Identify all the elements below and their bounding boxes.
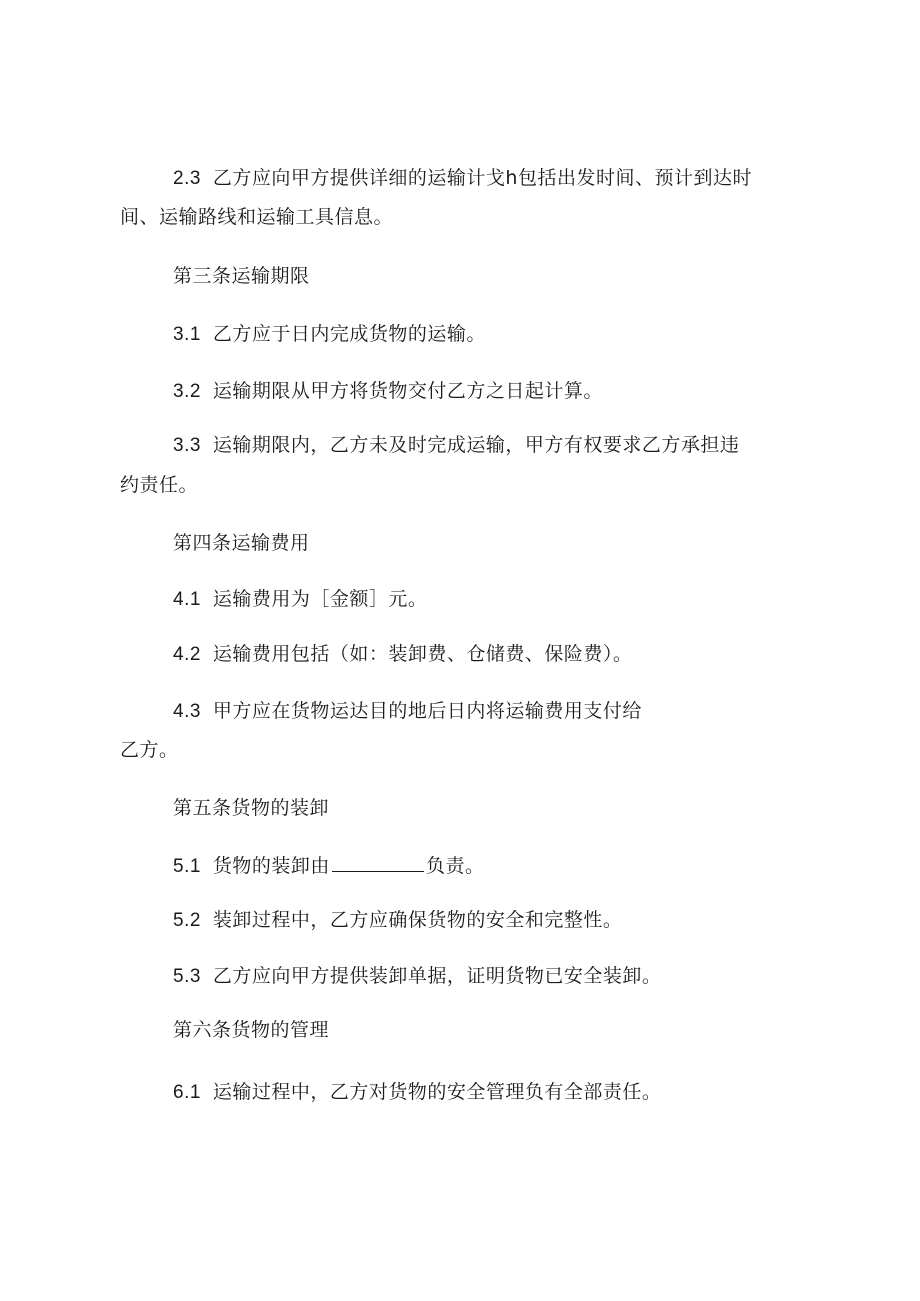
clause-text: 约责任。: [120, 474, 199, 496]
clause-5-2: [173, 908, 622, 933]
clause-number: 6.1: [173, 1082, 201, 1103]
clause-4-1: [173, 587, 427, 612]
clause-3-3-line-1: [173, 433, 739, 458]
clause-text: 乙方应向甲方提供详细的运输计戈h包括出发时间、预计到达时: [212, 167, 752, 189]
clause-text: 乙方应于日内完成货物的运输。: [212, 323, 486, 345]
clause-5-1: [173, 853, 484, 879]
clause-text: 运输费用包括（如：装卸费、仓储费、保险费）。: [212, 643, 633, 665]
clause-number: 5.3: [173, 966, 201, 987]
clause-text-after-blank: 负责。: [425, 855, 485, 877]
clause-number: 3.3: [173, 435, 201, 456]
clause-number: 5.2: [173, 910, 201, 931]
clause-3-1: [173, 322, 486, 347]
section-heading: 第三条运输期限: [173, 265, 310, 287]
section-heading: 第四条运输费用: [173, 532, 310, 554]
clause-4-2: [173, 642, 632, 667]
clause-text: 甲方应在货物运达目的地后日内将运输费用支付给: [212, 700, 642, 722]
clause-4-3-line-1: [173, 699, 642, 724]
clause-text: 运输期限从甲方将货物交付乙方之日起计算。: [212, 380, 603, 402]
clause-text: 运输过程中，乙方对货物的安全管理负有全部责任。: [212, 1081, 662, 1103]
clause-3-3-line-2: [120, 473, 198, 497]
clause-3-2: [173, 379, 603, 404]
clause-number: 4.3: [173, 701, 201, 722]
clause-number: 3.2: [173, 381, 201, 402]
section-heading-6: [173, 1018, 329, 1042]
clause-5-3: [173, 964, 661, 989]
clause-text: 运输期限内，乙方未及时完成运输，甲方有权要求乙方承担违: [212, 434, 740, 456]
clause-number: 3.1: [173, 324, 201, 345]
clause-text: 运输费用为［金额］元。: [212, 588, 428, 610]
clause-text-before-blank: 货物的装卸由: [212, 855, 330, 877]
clause-6-1: [173, 1080, 661, 1105]
clause-4-3-line-2: [120, 738, 179, 762]
clause-text: 装卸过程中，乙方应确保货物的安全和完整性。: [212, 909, 623, 931]
clause-text: 间、运输路线和运输工具信息。: [120, 206, 394, 228]
clause-number: 2.3: [173, 168, 201, 189]
clause-number: 4.1: [173, 589, 201, 610]
section-heading: 第六条货物的管理: [173, 1019, 330, 1041]
section-heading-5: [173, 796, 329, 820]
clause-number: 4.2: [173, 644, 201, 665]
section-heading-4: [173, 531, 310, 555]
section-heading: 第五条货物的装卸: [173, 797, 330, 819]
clause-2-3-line-2: [120, 205, 393, 229]
clause-2-3-line-1: [173, 166, 752, 191]
clause-text: 乙方应向甲方提供装卸单据，证明货物已安全装卸。: [212, 965, 662, 987]
clause-number: 5.1: [173, 856, 201, 877]
clause-text: 乙方。: [120, 739, 179, 761]
fill-in-blank: [332, 853, 424, 872]
section-heading-3: [173, 264, 310, 288]
